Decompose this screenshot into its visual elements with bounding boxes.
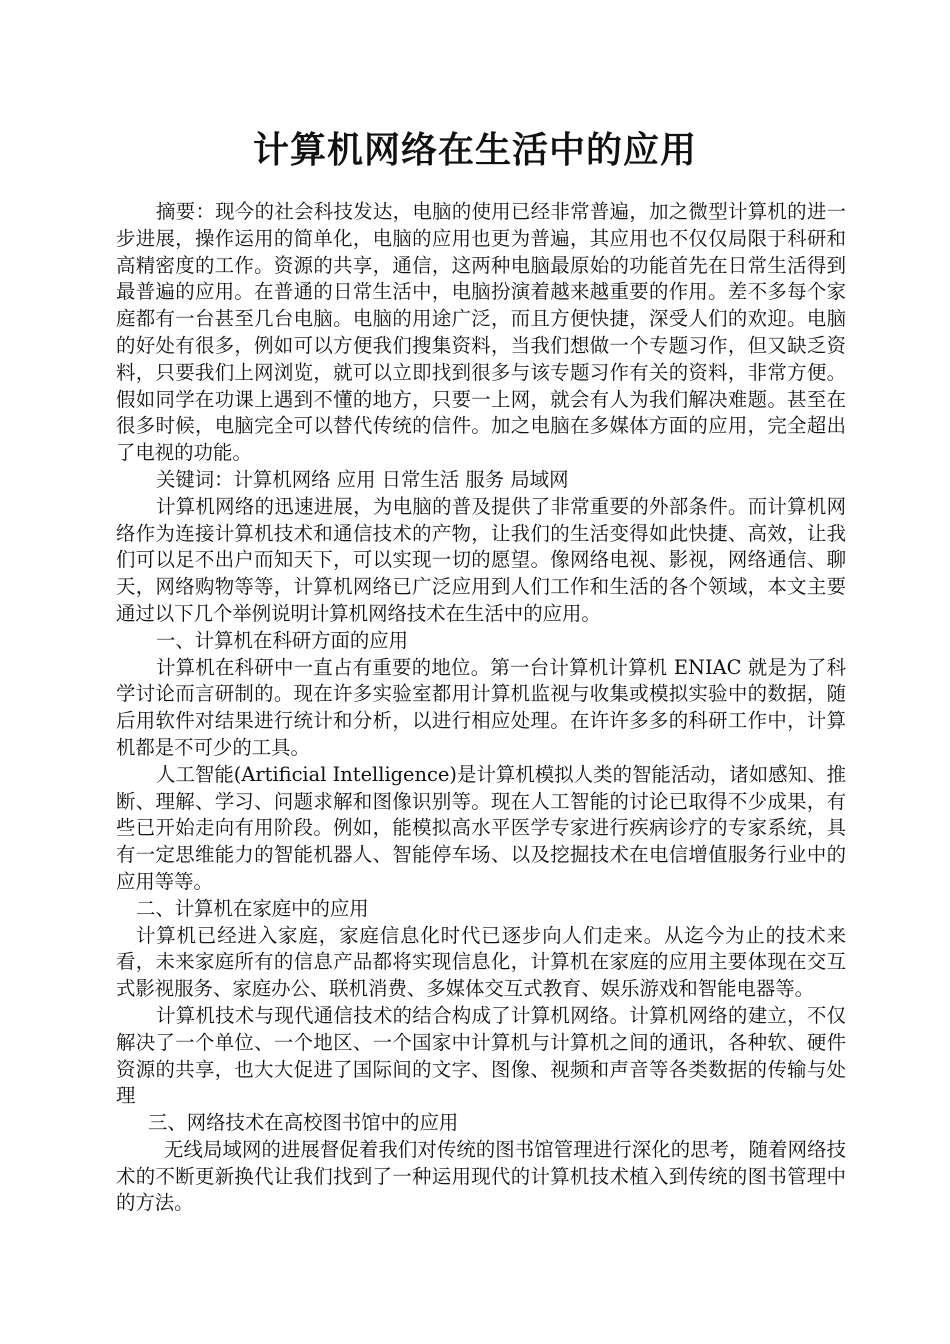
abstract-paragraph: 摘要：现今的社会科技发达，电脑的使用已经非常普遍，加之微型计算机的进一步进展，操作运用的简单化，电脑的应用也更为普遍，其应用也不仅仅局限于科研和高精密度的工作。资源的共享，通信，这两种电脑最原始的功能首先在日常生活得到最普遍的应用。在普通的日常生活中，电脑扮演着越来越重要的作用。差不多每个家庭都有一台甚至几台电脑。电脑的用途广泛，而且方便快捷，深受人们的欢迎。电脑的好处有很多，例如可以方便我们搜集资料，当我们想做一个专题习作，但又缺乏资料，只要我们上网浏览，就可以立即找到很多与该专题习作有关的资料，非常方便。假如同学在功课上遇到不懂的地方，只要一上网，就会有人为我们解决难题。甚至在很多时候，电脑完全可以替代传统的信件。加之电脑在多媒体方面的应用，完全超出了电视的功能。 — [116, 200, 846, 465]
section-2-paragraph-2: 计算机技术与现代通信技术的结合构成了计算机网络。计算机网络的建立，不仅解决了一个单位、一个地区、一个国家中计算机与计算机之间的通讯，各种软、硬件资源的共享，也大大促进了国际间的文字、图像、视频和声音等各类数据的传输与处理 — [116, 1003, 846, 1108]
section-2-paragraph-1: 计算机已经进入家庭，家庭信息化时代已逐步向人们走来。从迄今为止的技术来看，未来家庭所有的信息产品都将实现信息化，计算机在家庭的应用主要体现在交互式影视服务、家庭办公、联机消费、多媒体交互式教育、娱乐游戏和智能电器等。 — [116, 923, 846, 1001]
section-heading-3: 三、网络技术在高校图书馆中的应用 — [148, 1111, 459, 1135]
section-3-paragraph-1: 无线局域网的进展督促着我们对传统的图书馆管理进行深化的思考，随着网络技术的不断更新换代让我们找到了一种运用现代的计算机技术植入到传统的图书管理中的方法。 — [116, 1137, 846, 1215]
intro-paragraph: 计算机网络的迅速进展，为电脑的普及提供了非常重要的外部条件。而计算机网络作为连接计算机技术和通信技术的产物，让我们的生活变得如此快捷、高效，让我们可以足不出户而知天下，可以实现一切的愿望。像网络电视、影视，网络通信、聊天，网络购物等等，计算机网络已广泛应用到人们工作和生活的各个领域，本文主要通过以下几个举例说明计算机网络技术在生活中的应用。 — [116, 494, 846, 625]
document-title: 计算机网络在生活中的应用 — [252, 129, 697, 171]
section-heading-1: 一、计算机在科研方面的应用 — [156, 628, 409, 652]
document-body — [116, 199, 846, 1217]
section-heading-2: 二、计算机在家庭中的应用 — [136, 896, 369, 920]
keywords-paragraph: 关键词：计算机网络 应用 日常生活 服务 局域网 — [156, 467, 569, 491]
section-1-paragraph-1: 计算机在科研中一直占有重要的地位。第一台计算机计算机 ENIAC 就是为了科学讨论而言研制的。现在许多实验室都用计算机监视与收集或模拟实验中的数据，随后用软件对结果进行统计和分析，以进行相应处理。在许许多多的科研工作中，计算机都是不可少的工具。 — [116, 655, 846, 759]
section-1-paragraph-2: 人工智能(Artificial Intelligence)是计算机模拟人类的智能活动，诸如感知、推断、理解、学习、问题求解和图像识别等。现在人工智能的讨论已取得不少成果，有些已开始走向有用阶段。例如，能模拟高水平医学专家进行疾病诊疗的专家系统，具有一定思维能力的智能机器人、智能停车场、以及挖掘技术在电信增值服务行业中的应用等等。 — [116, 762, 846, 893]
